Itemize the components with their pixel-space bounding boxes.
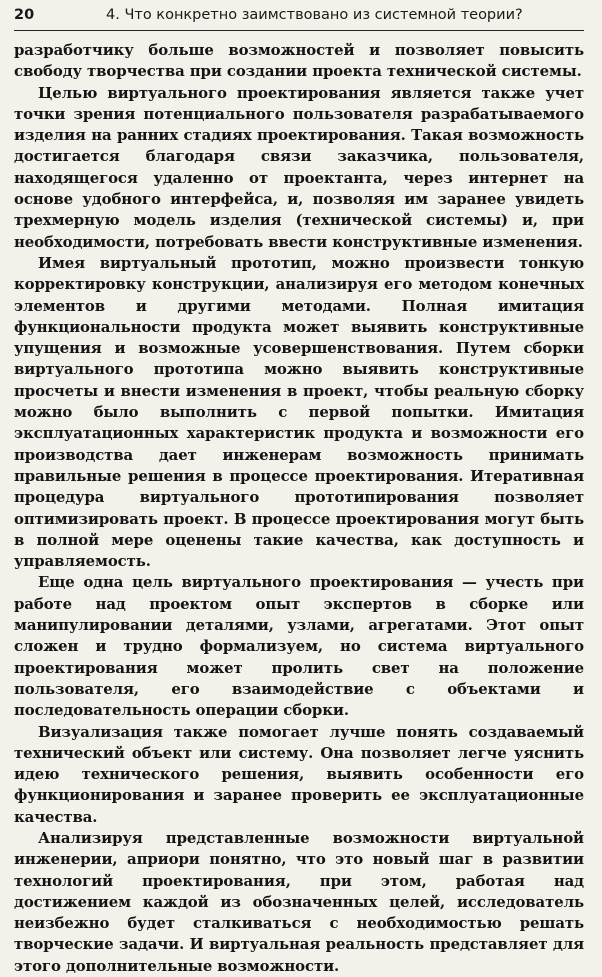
paragraph: Визуализация также помогает лучше понять создаваемый технический объект или систему. Она позволяет легче уяснить идею технического решения, выявить особенности его функционирования и заранее проверить ее эксплуатационные качества. <box>14 722 584 826</box>
paragraph: Имея виртуальный прототип, можно произвести тонкую корректировку конструкции, анализируя его методом конечных элементов и другими методами. Полная имитация функциональности продукта может выявить конструктивные упущения и возможные усовершенствования. Путем сборки виртуального прототипа можно выявить конструктивные просчеты и внести изменения в проект, чтобы реальную сборку можно было выполнить с первой попытки. Имитация эксплуатационных характеристик продукта и возможности его производства дает инженерам возможность принимать правильные решения в процессе проектирования. Итеративная процедура виртуального прототипирования позволяет оптимизировать проект. В процессе проектирования могут быть в полной мере оценены такие качества, как доступность и управляемость. <box>14 253 584 571</box>
paragraph: Анализируя представленные возможности виртуальной инженерии, априори понятно, что это новый шаг в развитии технологий проектирования, при этом, работая над достижением каждой из обозначенных целей, исследователь неизбежно будет сталкиваться с необходимостью решать творческие задачи. И виртуальная реальность представляет для этого дополнительные возможности. <box>14 828 584 975</box>
paragraph: Целью виртуального проектирования является также учет точки зрения потенциального пользователя разрабатываемого изделия на ранних стадиях проектирования. Такая возможность достигается благодаря связи заказчика, пользователя, находящегося удаленно от проектанта, через интернет на основе удобного интерфейса, и, позволяя им заранее увидеть трехмерную модель изделия (технической системы) и, при необходимости, потребовать ввести конструктивные изменения. <box>14 83 584 251</box>
page-number: 20 <box>14 7 35 23</box>
paragraph-continuation: разработчику больше возможностей и позволяет повысить свободу творчества при создании проекта технической системы. <box>14 41 584 81</box>
body-text <box>14 40 584 977</box>
running-title: 4. Что конкретно заимствовано из системной теории? <box>106 7 523 23</box>
paragraph: Еще одна цель виртуального проектирования — учесть при работе над проектом опыт экспертов в сборке или манипулировании деталями, узлами, агрегатами. Этот опыт сложен и трудно формализуем, но система виртуального проектирования может пролить свет на положение пользователя, его взаимодействие с объектами и последовательность операции сборки. <box>14 573 584 720</box>
running-header <box>14 0 584 31</box>
